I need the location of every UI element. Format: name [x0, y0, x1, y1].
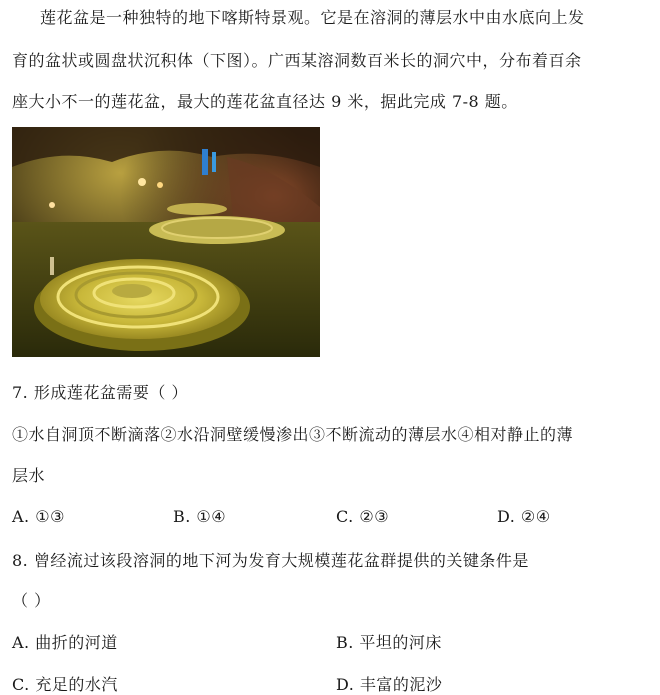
q8-option-c[interactable]: C. 充足的水汽	[12, 675, 118, 694]
intro-line-2: 育的盆状或圆盘状沉积体（下图）。广西某溶洞数百米长的洞穴中，分布着百余	[12, 51, 582, 70]
question-8-stem: 8. 曾经流过该段溶洞的地下河为发育大规模莲花盆群提供的关键条件是	[12, 551, 529, 570]
question-7-stem: 7. 形成莲花盆需要（ ）	[12, 383, 188, 402]
q8-option-b[interactable]: B. 平坦的河床	[336, 633, 442, 652]
cave-lotus-basin-photo	[12, 127, 320, 357]
question-7-conditions-line-2: 层水	[12, 466, 46, 485]
q7-option-b[interactable]: B. ①④	[173, 507, 227, 526]
q8-option-a[interactable]: A. 曲折的河道	[12, 633, 118, 652]
q7-option-a[interactable]: A. ①③	[12, 507, 65, 526]
intro-line-1: 莲花盆是一种独特的地下喀斯特景观。它是在溶洞的薄层水中由水底向上发	[40, 8, 585, 27]
q8-option-d[interactable]: D. 丰富的泥沙	[336, 675, 443, 694]
q7-option-d[interactable]: D. ②④	[497, 507, 551, 526]
question-8-answer-paren: （ ）	[12, 591, 51, 610]
question-7-conditions-line-1: ①水自洞顶不断滴落②水沿洞壁缓慢渗出③不断流动的薄层水④相对静止的薄	[12, 425, 574, 444]
q7-option-c[interactable]: C. ②③	[336, 507, 390, 526]
intro-line-3: 座大小不一的莲花盆，最大的莲花盆直径达 9 米，据此完成 7-8 题。	[12, 92, 518, 111]
